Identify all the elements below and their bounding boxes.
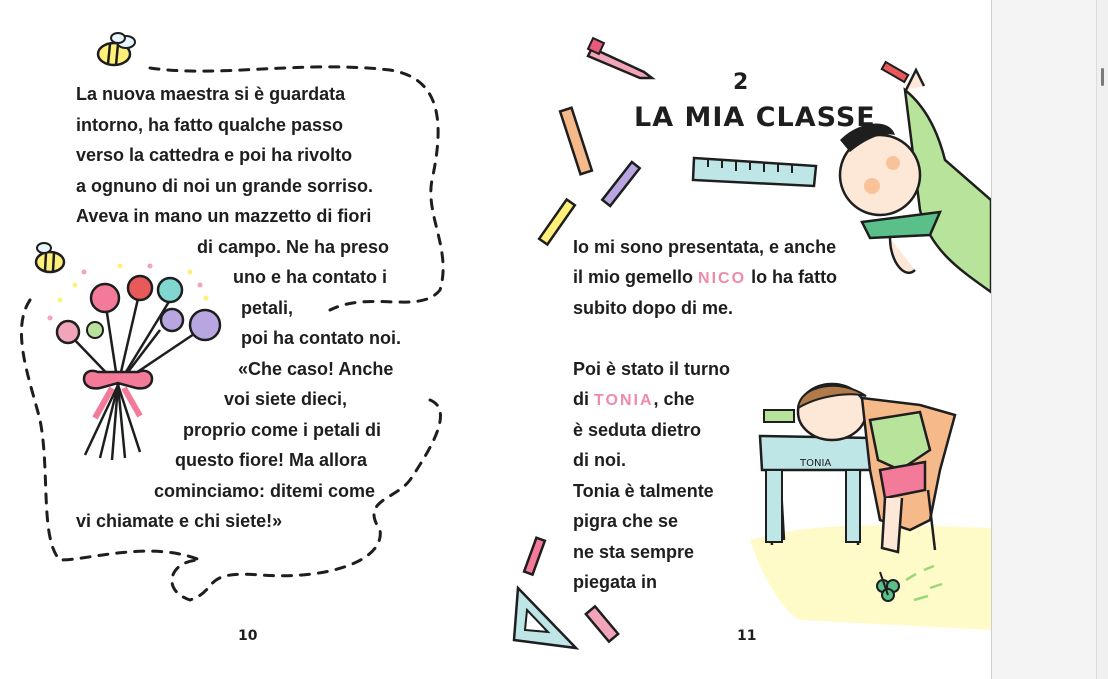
chalk-icon bbox=[539, 199, 575, 244]
text-line: subito dopo di me. bbox=[573, 298, 733, 318]
text-line: intorno, ha fatto qualche passo bbox=[76, 115, 344, 135]
bee-icon bbox=[98, 33, 135, 65]
text-line: «Che caso! Anche bbox=[238, 359, 394, 379]
set-square-icon bbox=[514, 588, 576, 648]
text-segment: lo ha fatto bbox=[751, 267, 838, 287]
pencil-icon bbox=[588, 38, 652, 78]
text-line: è seduta dietro bbox=[573, 420, 702, 440]
page-number-right: 11 bbox=[737, 628, 757, 644]
text-line: cominciamo: ditemi come bbox=[154, 481, 376, 501]
chapter-title: LA MIA CLASSE bbox=[634, 102, 876, 133]
text-line: ne sta sempre bbox=[573, 542, 695, 562]
text-line: pigra che se bbox=[573, 511, 679, 531]
text-line: proprio come i petali di bbox=[183, 420, 382, 440]
chapter-number: 2 bbox=[733, 70, 749, 95]
desk-scribble: TONIA bbox=[800, 458, 832, 469]
vertical-scrollbar[interactable] bbox=[1096, 0, 1108, 679]
sleeping-girl-at-desk-illustration bbox=[750, 384, 991, 630]
text-line: questo fiore! Ma allora bbox=[175, 450, 368, 470]
text-line: piegata in bbox=[573, 572, 658, 592]
name-tonia: TONIA bbox=[594, 392, 654, 409]
name-nico: NICO bbox=[698, 270, 747, 287]
page-number-left: 10 bbox=[238, 628, 258, 644]
text-line: uno e ha contato i bbox=[233, 267, 388, 287]
text-line: verso la cattedra e poi ha rivolto bbox=[76, 145, 353, 165]
text-line bbox=[573, 388, 695, 412]
text-line: Poi è stato il turno bbox=[573, 359, 731, 379]
text-line: La nuova maestra si è guardata bbox=[76, 84, 346, 104]
text-line: a ognuno di noi un grande sorriso. bbox=[76, 176, 373, 196]
text-line: di noi. bbox=[573, 450, 626, 470]
ruler-icon bbox=[693, 158, 816, 186]
text-line: Aveva in mano un mazzetto di fiori bbox=[76, 206, 372, 226]
text-segment: , che bbox=[653, 389, 695, 409]
chalk-icon bbox=[602, 162, 639, 206]
bee-icon bbox=[36, 243, 64, 272]
text-segment: il mio gemello bbox=[573, 267, 694, 287]
text-line: Tonia è talmente bbox=[573, 481, 714, 501]
text-segment: di bbox=[573, 389, 589, 409]
chalk-icon bbox=[524, 538, 545, 575]
chalk-icon bbox=[586, 606, 618, 641]
text-line: di campo. Ne ha preso bbox=[197, 237, 390, 257]
viewer-side-panel bbox=[992, 0, 1096, 679]
text-line: vi chiamate e chi siete!» bbox=[76, 511, 283, 531]
text-line: Io mi sono presentata, e anche bbox=[573, 237, 837, 257]
text-line: voi siete dieci, bbox=[224, 389, 348, 409]
text-line bbox=[573, 266, 837, 290]
chalk-icon bbox=[560, 108, 592, 174]
scrollbar-thumb[interactable] bbox=[1101, 68, 1104, 86]
text-line: petali, bbox=[241, 298, 294, 318]
text-line: poi ha contato noi. bbox=[241, 328, 401, 348]
waving-boy-illustration bbox=[840, 62, 991, 292]
